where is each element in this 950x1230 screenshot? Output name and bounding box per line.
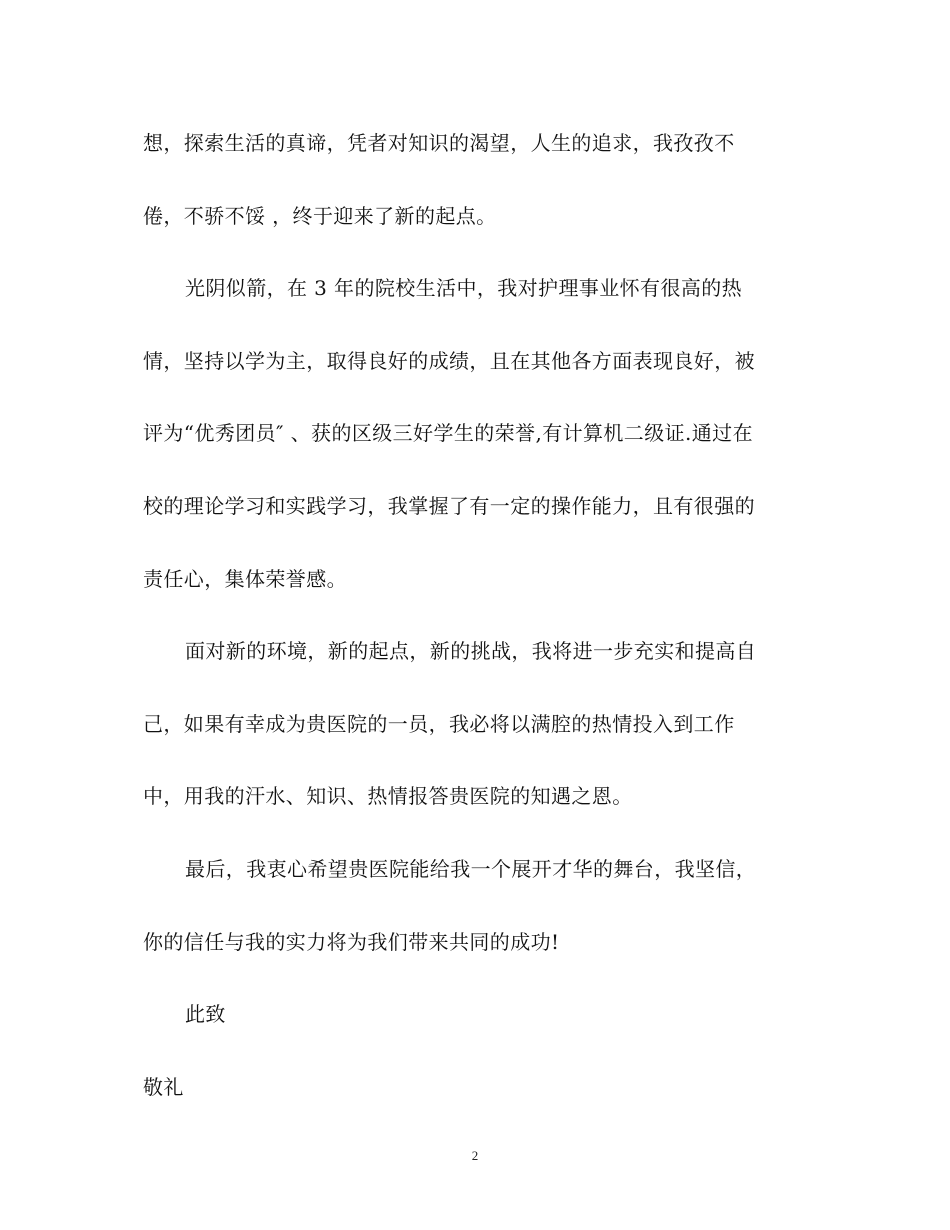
text-line: 情，坚持以学为主，取得良好的成绩，且在其他各方面表现良好，被	[143, 348, 755, 373]
text-line: 责任心，集体荣誉感。	[143, 566, 347, 591]
text-line: 校的理论学习和实践学习，我掌握了有一定的操作能力，且有很强的	[143, 493, 755, 518]
paragraph-start-line: 面对新的环境，新的起点，新的挑战，我将进一步充实和提高自	[185, 639, 757, 664]
text-line: 倦，不骄不馁 ，终于迎来了新的起点。	[143, 203, 497, 228]
closing-regards: 敬礼	[143, 1074, 184, 1099]
text-line: 你的信任与我的实力将为我们带来共同的成功!	[143, 929, 560, 954]
closing-salutation: 此致	[185, 1002, 226, 1027]
text-line: 中，用我的汗水、知识、热情报答贵医院的知遇之恩。	[143, 784, 633, 809]
text-line: 评为“优秀团员″ 、获的区级三好学生的荣誉,有计算机二级证.通过在	[143, 421, 753, 446]
text-line: 想，探索生活的真谛，凭者对知识的渴望，人生的追求，我孜孜不	[143, 131, 735, 155]
paragraph-start-line: 光阴似箭，在 3 年的院校生活中，我对护理事业怀有很高的热	[185, 276, 743, 301]
letter-body	[143, 114, 818, 1130]
paragraph-start-line: 最后，我衷心希望贵医院能给我一个展开才华的舞台，我坚信，	[185, 856, 757, 881]
page-number: 2	[471, 1148, 479, 1163]
text-line: 己，如果有幸成为贵医院的一员，我必将以满腔的热情投入到工作	[143, 711, 735, 736]
